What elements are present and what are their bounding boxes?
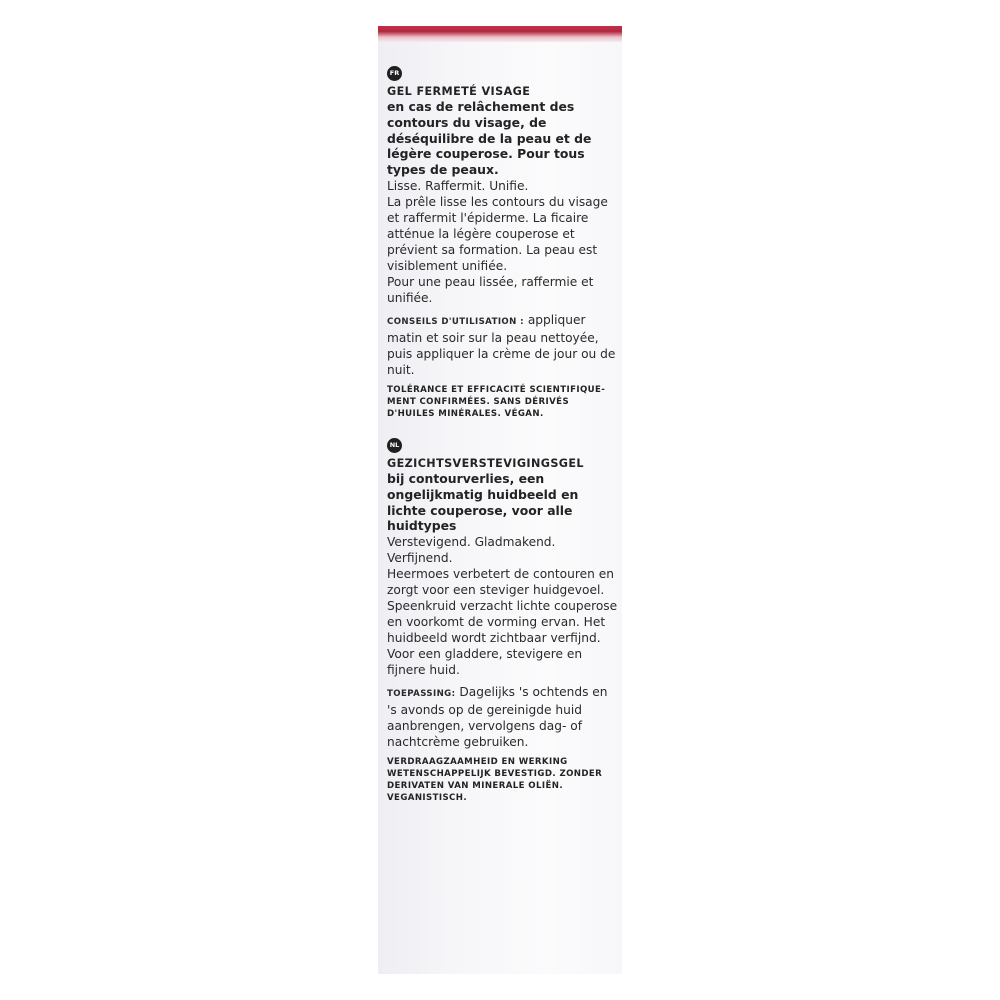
usage-text-fr: appliquer matin et soir sur la peau nettoyée, puis appliquer la crème de jour ou de nuit. (387, 312, 616, 377)
claims-fr: TOLÉRANCE ET EFFICACITÉ SCIENTIFIQUE-MENT CONFIRMÉES. SANS DÉRIVÉS D'HUILES MINÉRALES. VÉGAN. (387, 384, 606, 419)
description-nl: Heermoes verbetert de contouren en zorgt voor een steviger huidgevoel. Speenkruid verzacht lichte couperose en voorkomt de vorming ervan. Het huidbeeld wordt zichtbaar verfijnd. (387, 567, 618, 646)
summary-fr: Pour une peau lissée, raffermie et unifiée. (387, 274, 594, 305)
language-badge-fr: FR (387, 66, 402, 81)
product-heading-nl: GEZICHTSVERSTEVIGINGSGEL (387, 456, 584, 470)
usage-tips-fr (387, 312, 619, 378)
product-subheading-fr: en cas de relâchement des contours du visage, de déséquilibre de la peau et de légère couperose. Pour tous types de peaux. (387, 99, 592, 178)
language-badge-nl: NL (387, 438, 402, 453)
product-subheading-nl: bij contourverlies, een ongelijkmatig huidbeeld en lichte couperose, voor alle huidtypes (387, 470, 579, 534)
usage-tips-nl (387, 684, 619, 750)
claims-nl: VERDRAAGZAAMHEID EN WERKING WETENSCHAPPELIJK BEVESTIGD. ZONDER DERIVATEN VAN MINERALE OLIËN. VEGANISTISCH. (387, 757, 603, 804)
package-top-edge (378, 26, 622, 42)
benefits-fr: Lisse. Raffermit. Unifie. (387, 178, 529, 193)
section-fr (387, 60, 619, 420)
summary-nl: Voor een gladdere, stevigere en fijnere huid. (387, 647, 583, 678)
product-heading-fr: GEL FERMETÉ VISAGE (387, 85, 531, 98)
usage-text-nl: Dagelijks 's ochtends en 's avonds op de gereinigde huid aanbrengen, vervolgens dag- of nachtcrème gebruiken. (387, 685, 608, 750)
section-nl (387, 432, 619, 804)
usage-label-nl: TOEPASSING: (387, 689, 456, 700)
description-fr: La prêle lisse les contours du visage et raffermit l'épiderme. La ficaire atténue la légère couperose et prévient sa formation. La peau est visiblement unifiée. (387, 194, 608, 273)
benefits-nl: Verstevigend. Gladmakend. Verfijnend. (387, 535, 556, 566)
usage-label-fr: CONSEILS D'UTILISATION : (387, 316, 524, 327)
package-text (387, 60, 619, 804)
